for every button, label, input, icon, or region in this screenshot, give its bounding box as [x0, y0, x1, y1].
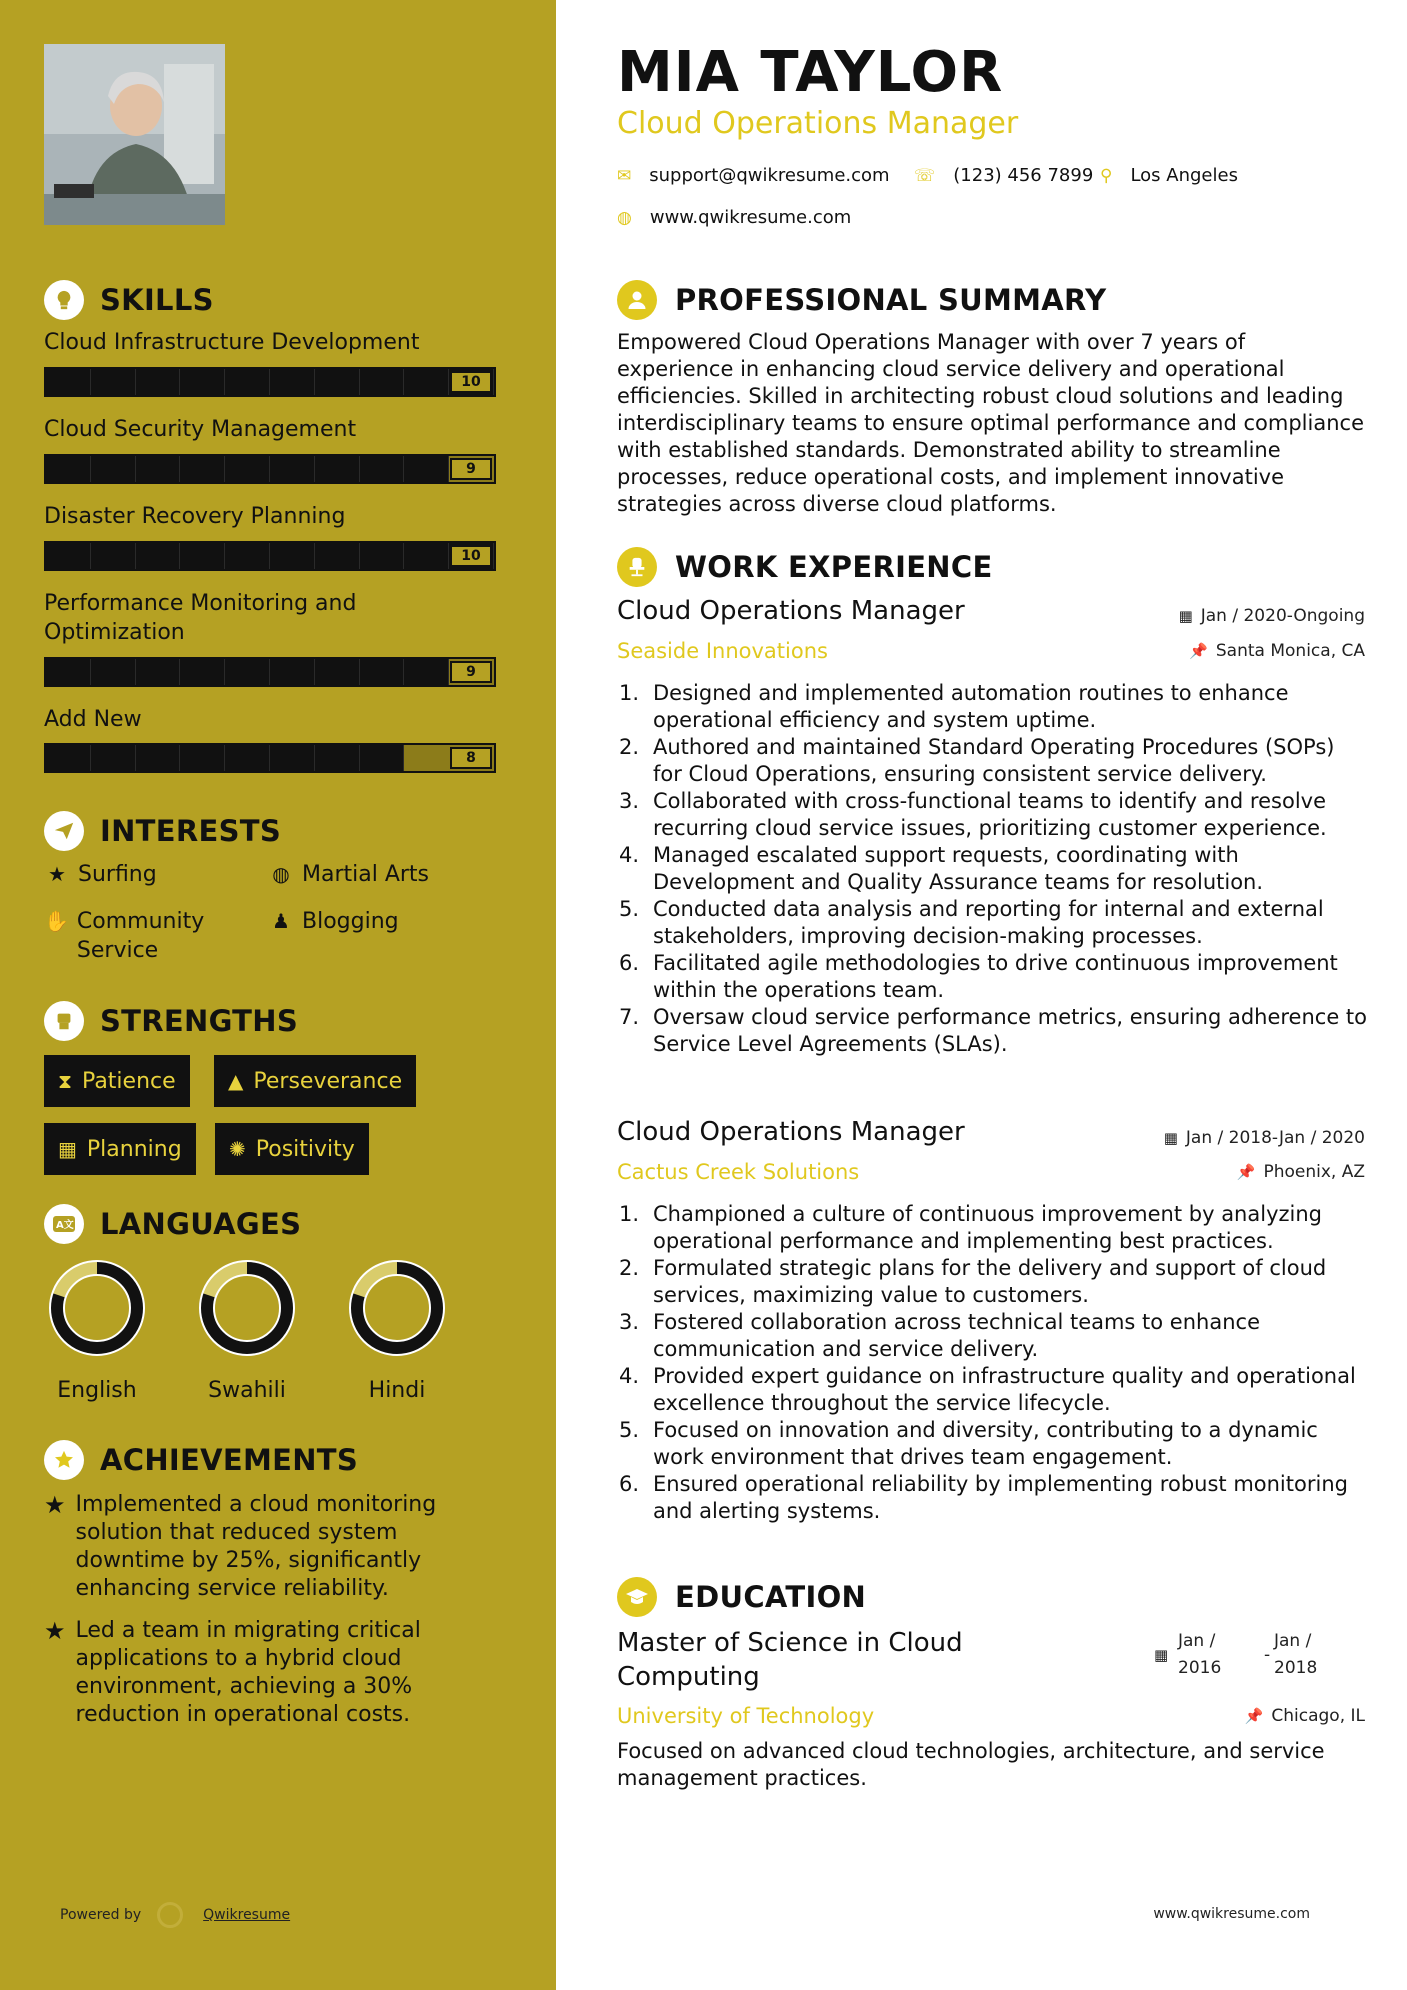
achievement-item — [44, 1491, 484, 1603]
paper-plane-icon — [44, 811, 84, 851]
job-role: Cloud Operations Manager — [617, 596, 965, 626]
list-item: 2. Formulated strategic plans for the delivery and support of cloud services, maximizing value to customers. — [635, 1255, 1367, 1309]
language-name: Swahili — [208, 1378, 286, 1403]
skill-value: 10 — [450, 371, 492, 393]
skill-bar — [44, 454, 496, 484]
profile-photo — [44, 44, 225, 225]
strength-chip — [44, 1123, 196, 1175]
phone-text[interactable]: (123) 456 7899 — [953, 165, 1094, 186]
strength-label: Planning — [86, 1136, 182, 1162]
sun-icon: ✺ — [229, 1137, 246, 1161]
degree: Master of Science in Cloud Computing — [617, 1628, 963, 1692]
job-location — [1189, 641, 1365, 661]
fist-icon — [44, 1001, 84, 1041]
job-location-text: Santa Monica, CA — [1215, 641, 1365, 661]
calendar-icon: ▦ — [1178, 607, 1193, 625]
skill-label: Cloud Infrastructure Development — [44, 330, 420, 355]
interests-heading — [44, 811, 281, 851]
sidebar — [0, 0, 556, 1990]
map-pin-icon: ⚲ — [1100, 165, 1113, 186]
languages-heading — [44, 1204, 301, 1244]
skill-label: Performance Monitoring and Optimization — [44, 591, 357, 645]
calendar-icon: ▦ — [58, 1137, 77, 1161]
strength-label: Perseverance — [253, 1068, 403, 1094]
pushpin-icon: 📌 — [1189, 642, 1208, 660]
list-item: 5. Focused on innovation and diversity, contributing to a dynamic work environment that drives team engagement. — [635, 1417, 1367, 1471]
education-location — [1245, 1706, 1365, 1726]
strength-label: Patience — [82, 1068, 176, 1094]
job-bullets — [635, 680, 1367, 1058]
globe-icon: ◍ — [617, 207, 632, 228]
envelope-icon: ✉ — [617, 165, 632, 186]
experience-title: WORK EXPERIENCE — [675, 550, 993, 584]
skill-bar — [44, 541, 496, 571]
users-icon: ♟ — [272, 909, 290, 933]
interest-label: Community Service — [76, 909, 205, 963]
job-company: Seaside Innovations — [617, 639, 828, 663]
achievements-title: ACHIEVEMENTS — [100, 1443, 359, 1477]
list-item: 7. Oversaw cloud service performance metrics, ensuring adherence to Service Level Agreements (SLAs). — [635, 1004, 1367, 1058]
contact-location — [1100, 165, 1238, 186]
candidate-name: MIA TAYLOR — [617, 40, 1004, 105]
skill-label: Disaster Recovery Planning — [44, 504, 346, 529]
job-dates-text: Jan / 2020-Ongoing — [1200, 606, 1365, 626]
email-text[interactable]: support@qwikresume.com — [649, 165, 890, 186]
list-item: 5. Conducted data analysis and reporting for internal and external stakeholders, improving decision-making processes. — [635, 896, 1367, 950]
strength-chip — [214, 1055, 416, 1107]
education-location-text: Chicago, IL — [1271, 1706, 1365, 1726]
trophy-star-icon — [44, 1440, 84, 1480]
interest-label: Surfing — [78, 862, 157, 887]
translate-icon — [44, 1204, 84, 1244]
list-item: 6. Ensured operational reliability by implementing robust monitoring and alerting systems. — [635, 1471, 1367, 1525]
skills-heading — [44, 280, 214, 320]
experience-heading — [617, 547, 993, 587]
phone-icon: ☏ — [914, 165, 936, 186]
interest-label: Martial Arts — [302, 862, 430, 887]
interest-item — [268, 860, 429, 889]
interest-item — [44, 860, 157, 889]
skill-bar — [44, 743, 496, 773]
education-text: Focused on advanced cloud technologies, architecture, and service management practices. — [617, 1739, 1325, 1790]
achievement-item — [44, 1617, 484, 1729]
list-item: 3. Fostered collaboration across technical teams to enhance communication and service delivery. — [635, 1309, 1367, 1363]
website-text[interactable]: www.qwikresume.com — [649, 207, 852, 228]
education-title: EDUCATION — [675, 1580, 867, 1614]
graduation-icon — [617, 1577, 657, 1617]
skill-bar — [44, 657, 496, 687]
pushpin-icon: 📌 — [1244, 1707, 1264, 1725]
job-location — [1237, 1162, 1365, 1182]
interest-item — [44, 907, 234, 965]
interest-label: Blogging — [302, 909, 399, 934]
language-item — [172, 1260, 322, 1403]
summary-title: PROFESSIONAL SUMMARY — [675, 283, 1107, 317]
language-item — [22, 1260, 172, 1403]
job-company: Cactus Creek Solutions — [617, 1160, 860, 1184]
achievement-text: Implemented a cloud monitoring solution that reduced system downtime by 25%, significantly enhancing service reliability. — [75, 1492, 437, 1601]
contact-website — [617, 207, 851, 228]
list-item: 1. Championed a culture of continuous improvement by analyzing operational performance and implementing best practices. — [635, 1201, 1367, 1255]
shooting-star-icon: ★ — [44, 1491, 66, 1519]
skill-bar — [44, 367, 496, 397]
job-location-text: Phoenix, AZ — [1263, 1162, 1365, 1182]
education-date-separator: - — [1264, 1645, 1271, 1665]
user-icon — [617, 280, 657, 320]
skills-title: SKILLS — [100, 283, 214, 317]
school: University of Technology — [617, 1704, 875, 1728]
road-icon: ▲ — [228, 1069, 244, 1093]
calendar-icon: ▦ — [1154, 1646, 1169, 1664]
contact-phone — [914, 165, 1093, 186]
language-name: English — [57, 1378, 137, 1403]
svg-text:A文: A文 — [56, 1220, 74, 1231]
language-gauge — [349, 1260, 445, 1356]
strength-chip — [44, 1055, 190, 1107]
candidate-title: Cloud Operations Manager — [617, 106, 1019, 141]
job-dates — [1164, 1128, 1365, 1148]
pushpin-icon: 📌 — [1236, 1163, 1256, 1181]
brand-link[interactable]: Qwikresume — [203, 1907, 291, 1923]
education-end: Jan / 2018 — [1274, 1631, 1318, 1678]
language-item — [322, 1260, 472, 1403]
achievement-text: Led a team in migrating critical applications to a hybrid cloud environment, achieving a 30% reduction in operational costs. — [75, 1618, 421, 1727]
skill-value: 10 — [450, 545, 492, 567]
strengths-heading — [44, 1001, 298, 1041]
job-bullets — [635, 1201, 1367, 1525]
powered-by-label: Powered by — [60, 1907, 142, 1923]
job-role: Cloud Operations Manager — [617, 1117, 965, 1147]
location-text: Los Angeles — [1130, 165, 1238, 186]
handshake-icon: ✋ — [44, 909, 69, 933]
summary-heading — [617, 280, 1106, 320]
education-heading — [617, 1577, 866, 1617]
interest-item — [268, 907, 399, 936]
education-start: Jan / 2016 — [1178, 1631, 1222, 1678]
skill-label: Cloud Security Management — [44, 417, 357, 442]
brand-logo-icon — [157, 1902, 183, 1928]
summary-text: Empowered Cloud Operations Manager with over 7 years of experience in enhancing cloud service delivery and operational efficiencies. Skilled in architecting robust cloud solutions and leading interdisciplinary teams to ensure optimal performance and compliance with established standards. Demonstrated ability to streamline processes, reduce operational costs, and implement innovative strategies across diverse cloud platforms. — [617, 330, 1364, 516]
list-item: 6. Facilitated agile methodologies to drive continuous improvement within the operations team. — [635, 950, 1367, 1004]
language-gauge — [49, 1260, 145, 1356]
globe-icon: ◍ — [272, 862, 290, 886]
language-name: Hindi — [368, 1378, 426, 1403]
office-chair-icon — [617, 547, 657, 587]
list-item: 2. Authored and maintained Standard Operating Procedures (SOPs) for Cloud Operations, ensuring consistent service delivery. — [635, 734, 1367, 788]
list-item: 3. Collaborated with cross-functional teams to identify and resolve recurring cloud service issues, prioritizing customer experience. — [635, 788, 1367, 842]
shooting-star-icon: ★ — [44, 1617, 66, 1645]
interests-title: INTERESTS — [100, 814, 282, 848]
language-gauge — [199, 1260, 295, 1356]
strengths-title: STRENGTHS — [100, 1004, 299, 1038]
skill-value: 8 — [450, 747, 492, 769]
skill-value: 9 — [450, 661, 492, 683]
lightbulb-icon — [44, 280, 84, 320]
achievements-heading — [44, 1440, 358, 1480]
contact-email — [617, 165, 890, 186]
list-item: 4. Managed escalated support requests, coordinating with Development and Quality Assurance teams for resolution. — [635, 842, 1367, 896]
languages-title: LANGUAGES — [100, 1207, 302, 1241]
powered-by — [60, 1902, 290, 1928]
star-icon: ★ — [48, 862, 66, 886]
footer-url[interactable]: www.qwikresume.com — [1153, 1906, 1310, 1922]
job-dates-text: Jan / 2018-Jan / 2020 — [1185, 1128, 1365, 1148]
skill-value: 9 — [450, 458, 492, 480]
skill-label: Add New — [44, 707, 142, 732]
calendar-icon: ▦ — [1163, 1129, 1178, 1147]
hourglass-icon: ⧗ — [58, 1069, 73, 1093]
strength-label: Positivity — [255, 1136, 355, 1162]
strength-chip — [215, 1123, 369, 1175]
list-item: 1. Designed and implemented automation routines to enhance operational efficiency and system uptime. — [635, 680, 1367, 734]
job-dates — [1179, 606, 1365, 626]
list-item: 4. Provided expert guidance on infrastructure quality and operational excellence throughout the service lifecycle. — [635, 1363, 1367, 1417]
